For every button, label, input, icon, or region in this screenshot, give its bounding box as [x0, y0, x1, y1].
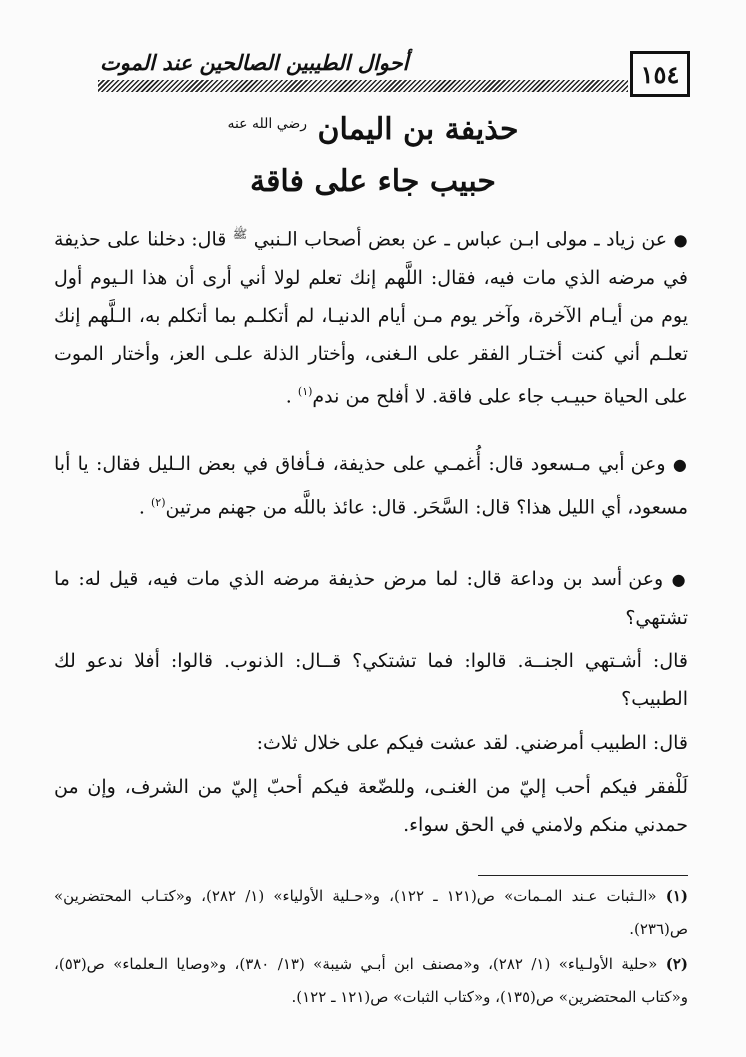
- title-honorific: رضي الله عنه: [227, 116, 308, 132]
- footnote-number: (٢): [665, 955, 688, 973]
- paragraph-2: [54, 445, 688, 526]
- paragraph-6: لَلْفقر فيكم أحب إليّ من الغنـى، وللضّعة فيكم أحبّ إليّ من الشرف، وإن من حمدني منكم ولامني في الحق سواء.: [54, 776, 688, 836]
- bullet-marker: ●: [673, 230, 688, 250]
- paragraph-1-text-b: قال: دخلنا على حذيفة في مرضه الذي مات فيه، فقال: اللَّهم إنك تعلم لولا أني أرى أن هذا الـيوم أول يوم من أيـام الآخرة، وآخر يوم مـن أيام الدنيـا، لم أتكلـم بما أتكلم به، الـلَّهم إنك تعلـم أني كنت أختـار الفقر على الـغنى، وأختار الذلة علـى العز، وأختار الموت على الحياة حبيـب جاء على فاقة. لا أفلح من ندم: [54, 228, 688, 408]
- chapter-title: [0, 112, 746, 147]
- title-name: حذيفة بن اليمان: [317, 112, 519, 147]
- paragraph-2-text: وعن أبي مـسعود قال: أُغمـي على حذيفة، فـأفاق في بعض الـليل فقال: يا أبا مسعود، أي الليل هذا؟ قال: السَّحَر. قال: عائذ باللَّه من جهنم مرتين: [54, 453, 688, 519]
- page-header: [70, 42, 690, 102]
- footnote-ref-1[interactable]: (١): [297, 385, 313, 399]
- bullet-marker: ●: [671, 570, 688, 589]
- footnote-ref-2[interactable]: (٢): [151, 496, 166, 509]
- page-number: ١٥٤: [630, 51, 690, 97]
- footnote-text: «الـثبات عـند المـمات» ص(١٢١ ـ ١٢٢)، و«حـلية الأولياء» (١/ ٢٨٢)، و«كتـاب المحتضرين» ص(٢٣٦).: [54, 887, 688, 938]
- footnote-2: [54, 948, 688, 1014]
- paragraph-1-end: .: [285, 385, 292, 408]
- paragraph-3-text: وعن أسد بن وداعة قال: لما مرض حذيفة مرضه الذي مات فيه، قيل له: ما تشتهي؟: [54, 568, 688, 629]
- paragraph-4: قال: أشـتهي الجنــة. قالوا: فما تشتكي؟ قــال: الذنوب. قالوا: أفلا ندعو لك الطبيب؟: [54, 650, 688, 710]
- paragraph-1: [54, 215, 688, 416]
- paragraph-1-text-a: عن زياد ـ مولى ابـن عباس ـ عن بعض أصحاب الـنبي: [253, 228, 668, 251]
- bullet-marker: ●: [672, 455, 689, 474]
- footnote-number: (١): [665, 887, 689, 905]
- footnote-text: «حلية الأولـياء» (١/ ٢٨٢)، و«مصنف ابن أبـي شيبة» (١٣/ ٣٨٠)، و«وصايا الـعلماء» ص(٥٣)، و«كتاب المحتضرين» ص(١٣٥)، و«كتاب الثبات» ص(١٢١ ـ ١٢٢).: [54, 955, 688, 1006]
- prophet-honorific: ﷺ: [232, 227, 248, 241]
- chapter-subtitle: حبيب جاء على فاقة: [250, 164, 496, 199]
- footnote-divider: [478, 875, 688, 876]
- paragraph-5: قال: الطبيب أمرضني. لقد عشت فيكم على خلال ثلاث:: [256, 732, 688, 754]
- header-hatched-band: [98, 80, 628, 92]
- running-title: أحوال الطيبين الصالحين عند الموت: [100, 50, 409, 75]
- footnotes: [54, 880, 688, 1016]
- paragraph-2-end: .: [138, 496, 145, 519]
- paragraph-3: [54, 560, 688, 637]
- footnote-1: [54, 880, 688, 946]
